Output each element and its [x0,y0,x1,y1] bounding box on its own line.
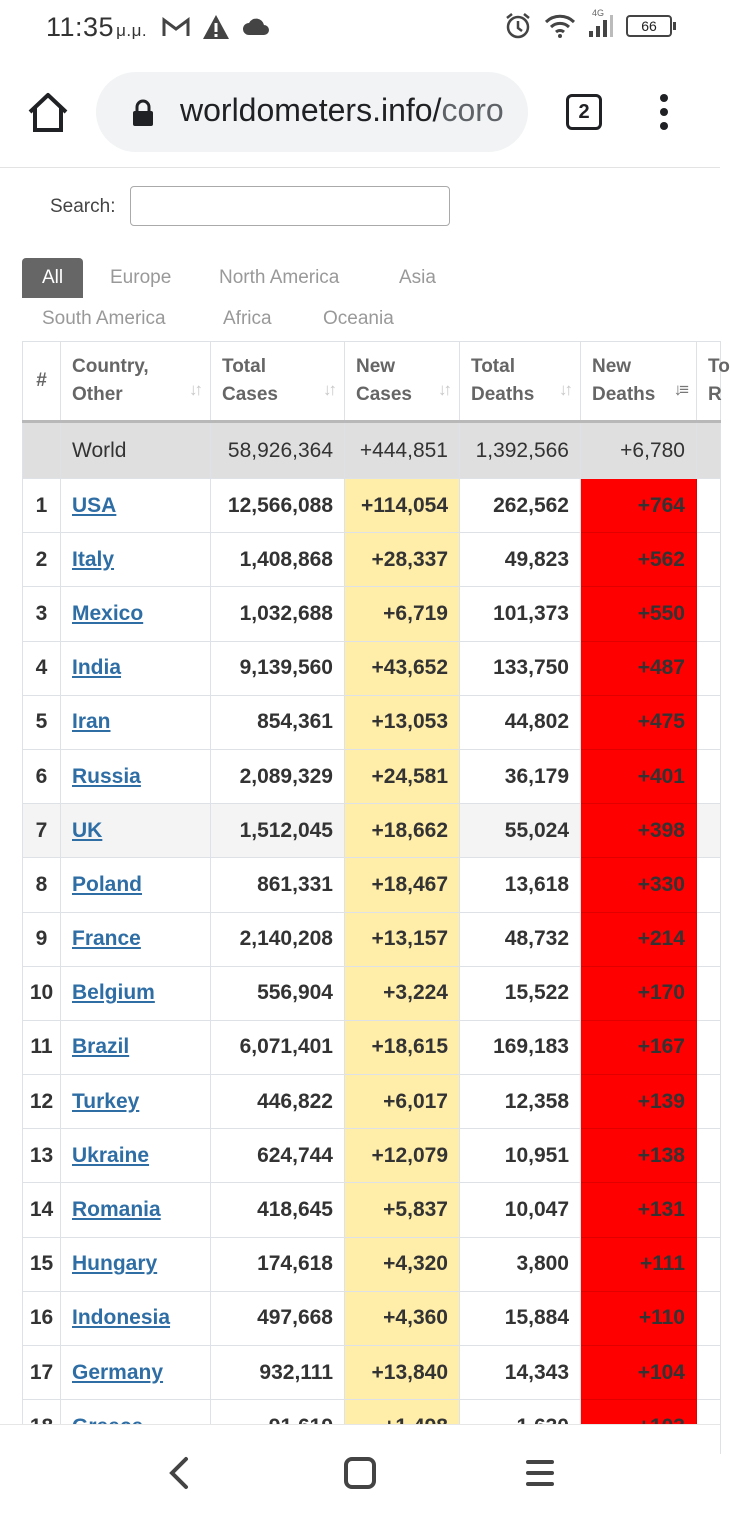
table-row [23,641,721,695]
country-link[interactable]: India [72,656,122,680]
header-total-cases-line2: Cases [222,384,278,405]
row-index: 15 [23,1237,61,1291]
table-row [23,695,721,749]
new-cases-cell: +5,837 [345,1183,460,1237]
cut-cell [697,695,721,749]
network-type: 4G [591,8,604,18]
header-total-cases-line1: Total [222,356,266,377]
header-cut-line2: R [708,384,722,405]
header-total-cases[interactable] [211,342,345,422]
new-deaths-cell: +475 [581,695,697,749]
new-cases-cell: +18,615 [345,1020,460,1074]
header-new-deaths-line2: Deaths [592,384,656,405]
row-index: 7 [23,804,61,858]
total-cases-cell: 1,512,045 [211,804,345,858]
header-new-cases[interactable] [345,342,460,422]
country-cell [61,641,211,695]
warning-icon [202,14,230,40]
cut-cell [697,533,721,587]
row-index: 9 [23,912,61,966]
total-cases-cell: 624,744 [211,1129,345,1183]
table-row [23,1291,721,1345]
country-link[interactable]: Turkey [72,1089,140,1113]
total-cases-cell: 556,904 [211,966,345,1020]
table-row [23,912,721,966]
header-total-deaths-line2: Deaths [471,384,535,405]
world-total-deaths: 1,392,566 [460,422,581,479]
recents-icon[interactable] [520,1453,560,1493]
tab-europe[interactable]: Europe [110,267,172,288]
total-deaths-cell: 12,358 [460,1075,581,1129]
country-cell [61,1020,211,1074]
sort-icon: ↓↑ [438,380,449,399]
url-main: worldometers.info/ [180,92,442,128]
total-cases-cell: 12,566,088 [211,479,345,533]
total-cases-cell: 1,032,688 [211,587,345,641]
cut-cell [697,1291,721,1345]
back-icon[interactable] [160,1453,200,1493]
country-link[interactable]: France [72,927,141,951]
total-cases-cell: 446,822 [211,1075,345,1129]
country-cell [61,1237,211,1291]
country-link[interactable]: Poland [72,872,143,896]
new-deaths-cell: +764 [581,479,697,533]
new-deaths-cell: +330 [581,858,697,912]
total-deaths-cell: 10,047 [460,1183,581,1237]
cut-cell [697,804,721,858]
row-index: 14 [23,1183,61,1237]
total-cases-cell: 1,408,868 [211,533,345,587]
total-deaths-cell: 49,823 [460,533,581,587]
new-cases-cell: +6,719 [345,587,460,641]
table-row [23,966,721,1020]
table-row [23,1020,721,1074]
country-link[interactable]: Indonesia [72,1306,171,1330]
table-row [23,1129,721,1183]
country-link[interactable]: USA [72,493,117,517]
world-name-cell: World [61,422,211,479]
cut-cell [697,966,721,1020]
new-cases-cell: +13,053 [345,695,460,749]
world-cut-cell [697,422,721,479]
new-deaths-cell: +111 [581,1237,697,1291]
row-index: 12 [23,1075,61,1129]
sort-descending-icon: ↓≡ [673,380,686,399]
country-link[interactable]: UK [72,818,103,842]
country-cell [61,749,211,803]
tab-oceania[interactable]: Oceania [323,308,394,329]
total-deaths-cell: 133,750 [460,641,581,695]
country-cell [61,695,211,749]
cut-cell [697,1129,721,1183]
country-cell [61,1183,211,1237]
url-rest: coro [441,92,504,128]
country-link[interactable]: Italy [72,547,115,571]
cut-cell [697,1020,721,1074]
table-row [23,1237,721,1291]
country-cell [61,912,211,966]
total-cases-cell: 2,089,329 [211,749,345,803]
total-deaths-cell: 36,179 [460,749,581,803]
cut-cell [697,1346,721,1400]
world-total-cases: 58,926,364 [211,422,345,479]
country-link[interactable]: Romania [72,1198,161,1222]
new-deaths-cell: +562 [581,533,697,587]
row-index: 5 [23,695,61,749]
new-deaths-cell: +167 [581,1020,697,1074]
covid-table [22,341,730,1454]
header-new-cases-line2: Cases [356,384,412,405]
total-cases-cell: 174,618 [211,1237,345,1291]
country-cell [61,1346,211,1400]
sort-icon: ↓↑ [323,380,334,399]
total-deaths-cell: 10,951 [460,1129,581,1183]
new-deaths-cell: +131 [581,1183,697,1237]
total-cases-cell: 2,140,208 [211,912,345,966]
country-cell [61,479,211,533]
header-total-deaths-line1: Total [471,356,515,377]
wifi-icon [544,13,576,39]
table-row [23,533,721,587]
header-total-deaths[interactable] [460,342,581,422]
cut-cell [697,1183,721,1237]
battery-icon: 66 [626,15,672,37]
new-cases-cell: +24,581 [345,749,460,803]
table-header-row [23,342,721,422]
row-index: 8 [23,858,61,912]
tab-south-america[interactable]: South America [42,308,166,329]
country-link[interactable]: Ukraine [72,1143,150,1167]
gmail-icon [162,16,190,38]
cut-cell [697,587,721,641]
total-deaths-cell: 13,618 [460,858,581,912]
total-deaths-cell: 101,373 [460,587,581,641]
header-country[interactable] [61,342,211,422]
home-nav-icon[interactable] [340,1453,380,1493]
world-new-deaths: +6,780 [581,422,697,479]
table-row [23,587,721,641]
new-cases-cell: +114,054 [345,479,460,533]
total-deaths-cell: 262,562 [460,479,581,533]
tab-asia[interactable]: Asia [399,267,436,288]
total-deaths-cell: 48,732 [460,912,581,966]
android-nav-bar [0,1424,720,1520]
url-text[interactable] [180,92,510,129]
country-cell [61,1075,211,1129]
table-row [23,1075,721,1129]
browser-toolbar [0,60,720,168]
country-cell [61,533,211,587]
country-cell [61,1291,211,1345]
total-deaths-cell: 3,800 [460,1237,581,1291]
table-row [23,804,721,858]
total-deaths-cell: 15,884 [460,1291,581,1345]
search-label: Search: [50,196,116,217]
status-bar [0,0,720,60]
cut-cell [697,1237,721,1291]
new-deaths-cell: +401 [581,749,697,803]
row-index: 2 [23,533,61,587]
row-index: 10 [23,966,61,1020]
country-cell [61,1129,211,1183]
cut-cell [697,479,721,533]
new-cases-cell: +18,467 [345,858,460,912]
clock-time: 11:35 [46,12,115,42]
cut-cell [697,858,721,912]
country-link[interactable]: Russia [72,764,141,788]
new-deaths-cell: +214 [581,912,697,966]
new-deaths-cell: +104 [581,1346,697,1400]
table-row [23,858,721,912]
row-index: 6 [23,749,61,803]
row-index: 1 [23,479,61,533]
signal-icon [588,14,614,38]
new-cases-cell: +12,079 [345,1129,460,1183]
sort-icon: ↓↑ [559,380,570,399]
new-cases-cell: +28,337 [345,533,460,587]
search-input[interactable] [130,186,450,226]
row-index: 3 [23,587,61,641]
new-deaths-cell: +170 [581,966,697,1020]
table-row [23,1183,721,1237]
tab-switcher-button[interactable]: 2 [566,94,602,130]
new-cases-cell: +18,662 [345,804,460,858]
tab-north-america[interactable]: North America [219,267,340,288]
address-bar[interactable] [96,72,528,152]
new-deaths-cell: +398 [581,804,697,858]
cut-cell [697,641,721,695]
table-row [23,749,721,803]
country-cell [61,804,211,858]
table-row [23,1346,721,1400]
new-cases-cell: +43,652 [345,641,460,695]
country-cell [61,858,211,912]
header-index-label: # [36,370,47,391]
home-icon[interactable] [26,90,70,134]
new-cases-cell: +13,840 [345,1346,460,1400]
total-cases-cell: 497,668 [211,1291,345,1345]
lock-icon [132,100,154,126]
alarm-icon [504,12,532,40]
new-cases-cell: +3,224 [345,966,460,1020]
total-deaths-cell: 15,522 [460,966,581,1020]
row-index: 13 [23,1129,61,1183]
tab-africa[interactable]: Africa [223,308,272,329]
country-link[interactable]: Germany [72,1360,164,1384]
country-link[interactable]: Hungary [72,1252,158,1276]
total-cases-cell: 9,139,560 [211,641,345,695]
header-country-line2: Other [72,384,123,405]
total-cases-cell: 418,645 [211,1183,345,1237]
country-link[interactable]: Mexico [72,601,144,625]
new-deaths-cell: +110 [581,1291,697,1345]
sort-icon: ↓↑ [189,380,200,399]
cut-cell [697,912,721,966]
row-index: 4 [23,641,61,695]
total-cases-cell: 861,331 [211,858,345,912]
row-index: 11 [23,1020,61,1074]
header-new-deaths-line1: New [592,356,632,377]
clock-ampm: μ.μ. [116,21,148,40]
more-menu-icon[interactable] [652,94,676,134]
header-total-recovered[interactable] [697,342,730,422]
row-index: 16 [23,1291,61,1345]
country-cell [61,966,211,1020]
world-new-cases: +444,851 [345,422,460,479]
new-deaths-cell: +487 [581,641,697,695]
world-row [23,422,721,479]
header-country-line1: Country, [72,356,149,377]
new-cases-cell: +6,017 [345,1075,460,1129]
total-deaths-cell: 55,024 [460,804,581,858]
world-index-cell [23,422,61,479]
header-cut-line1: To [708,356,730,377]
total-cases-cell: 854,361 [211,695,345,749]
header-index[interactable] [23,342,61,422]
header-new-cases-line1: New [356,356,396,377]
total-deaths-cell: 169,183 [460,1020,581,1074]
tab-all[interactable]: All [22,258,83,298]
new-deaths-cell: +550 [581,587,697,641]
header-new-deaths[interactable] [581,342,697,422]
new-cases-cell: +4,360 [345,1291,460,1345]
cut-cell [697,749,721,803]
country-cell [61,587,211,641]
row-index: 17 [23,1346,61,1400]
new-cases-cell: +4,320 [345,1237,460,1291]
clock [46,12,147,43]
total-cases-cell: 932,111 [211,1346,345,1400]
total-deaths-cell: 44,802 [460,695,581,749]
new-deaths-cell: +139 [581,1075,697,1129]
new-cases-cell: +13,157 [345,912,460,966]
new-deaths-cell: +138 [581,1129,697,1183]
table-row [23,479,721,533]
cut-cell [697,1075,721,1129]
total-deaths-cell: 14,343 [460,1346,581,1400]
total-cases-cell: 6,071,401 [211,1020,345,1074]
country-link[interactable]: Belgium [72,981,155,1005]
country-link[interactable]: Brazil [72,1035,130,1059]
cloud-icon [242,17,270,37]
country-link[interactable]: Iran [72,710,111,734]
